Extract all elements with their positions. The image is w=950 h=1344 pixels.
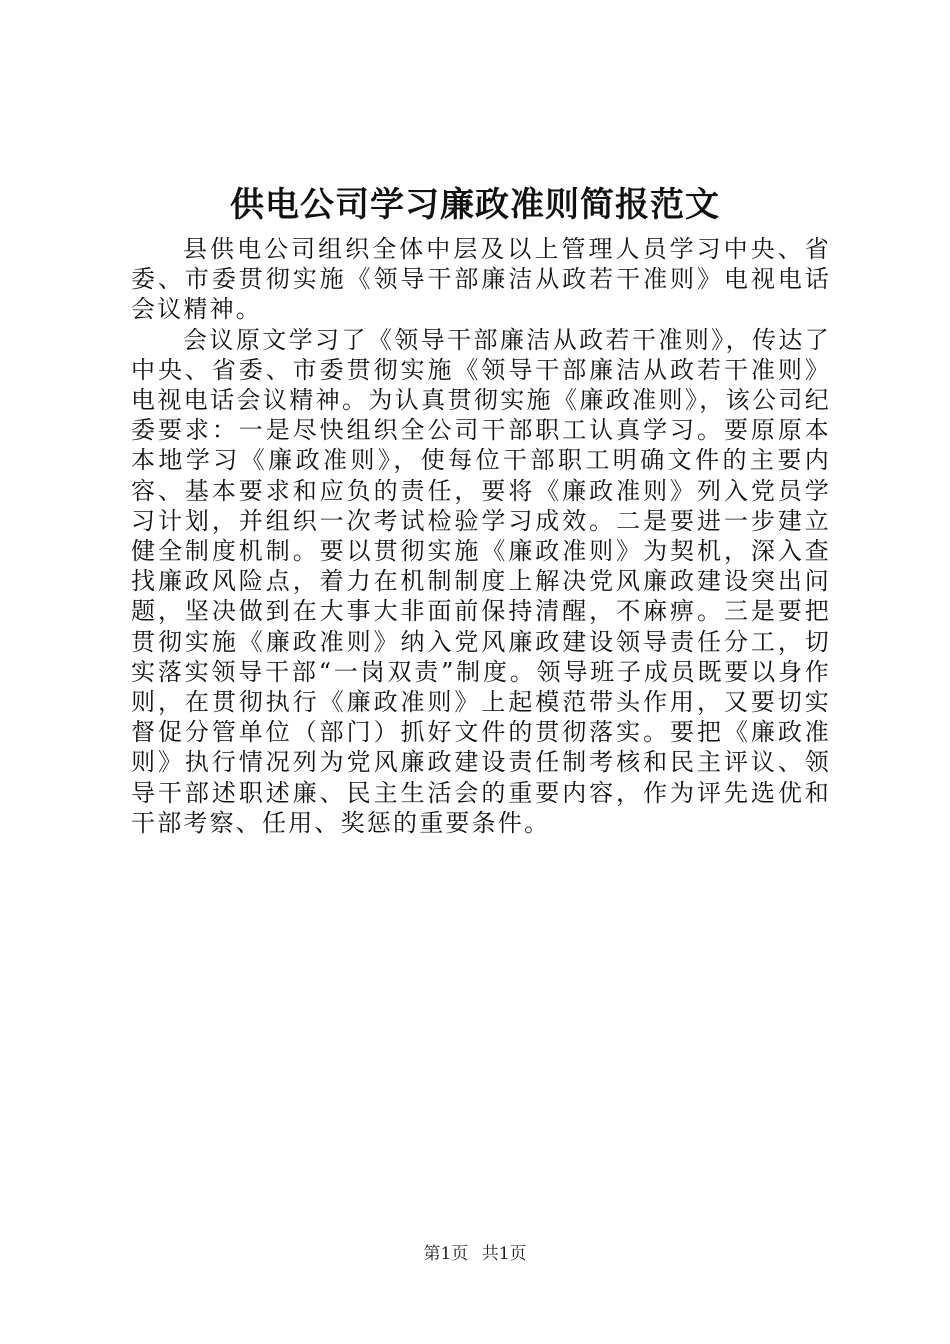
paragraph-meeting-content: 会议原文学习了《领导干部廉洁从政若干准则》，传达了中央、省委、市委贯彻实施《领导干部廉洁从政若干准则》电视电话会议精神。为认真贯彻实施《廉政准则》，该公司纪委要求：一是尽快组织全公司干部职工认真学习。要原原本本地学习《廉政准则》，使每位干部职工明确文件的主要内容、基本要求和应负的责任，要将《廉政准则》列入党员学习计划，并组织一次考试检验学习成效。二是要进一步建立健全制度机制。要以贯彻实施《廉政准则》为契机，深入查找廉政风险点，着力在机制制度上解决党风廉政建设突出问题，坚决做到在大事大非面前保持清醒，不麻痹。三是要把贯彻实施《廉政准则》纳入党风廉政建设领导责任分工，切实落实领导干部“一岗双责”制度。领导班子成员既要以身作则，在贯彻执行《廉政准则》上起模范带头作用，又要切实督促分管单位（部门）抓好文件的贯彻落实。要把《廉政准则》执行情况列为党风廉政建设责任制考核和民主评议、领导干部述职述廉、民主生活会的重要内容，作为评先选优和干部考察、任用、奖惩的重要条件。 (131, 325, 831, 837)
document-title: 供电公司学习廉政准则简报范文 (230, 185, 720, 225)
paragraph-intro: 县供电公司组织全体中层及以上管理人员学习中央、省委、市委贯彻实施《领导干部廉洁从政若干准则》电视电话会议精神。 (131, 235, 831, 324)
document-body (131, 234, 831, 838)
page-footer (0, 1242, 950, 1266)
page-number-current: 第1页 (423, 1244, 469, 1264)
page-number-total: 共1页 (481, 1244, 527, 1264)
